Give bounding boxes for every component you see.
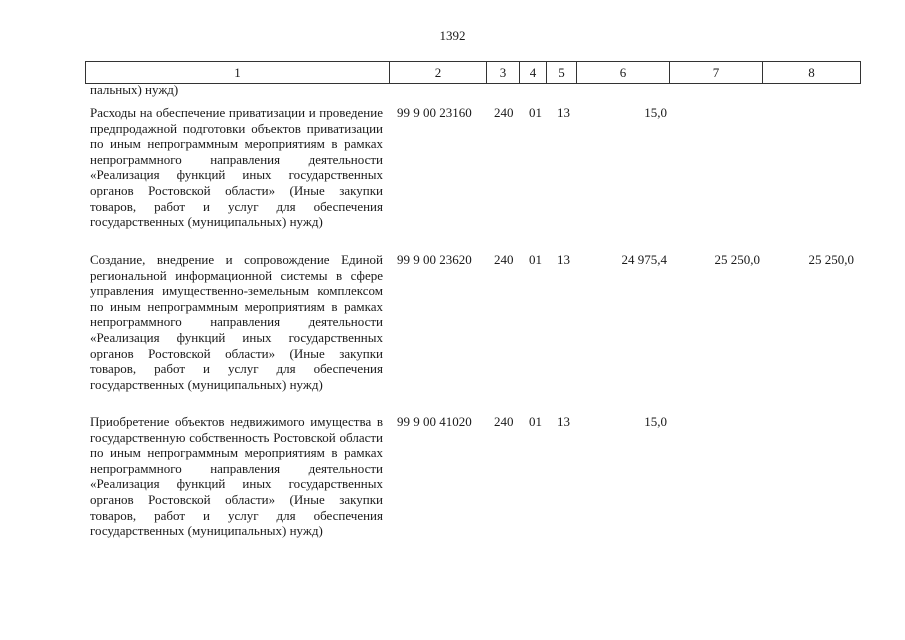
header-col-8: 8	[763, 62, 861, 84]
row-vr: 240	[494, 414, 514, 429]
row-rz: 01	[529, 414, 542, 429]
row-pr: 13	[557, 105, 570, 120]
header-col-7: 7	[670, 62, 763, 84]
row-description: Создание, внедрение и сопровождение Единой региональной информационной системы в сфере управления имущественно-земельным комплексом по иным непрограммным мероприятиям в рамках непрограммного направления деятельности «Реализация функций иных государственных органов Ростовской области» (Иные закупки товаров, работ и услуг для обеспечения государственных (муниципальных) нужд)	[90, 252, 383, 392]
row-pr: 13	[557, 414, 570, 429]
header-col-4: 4	[520, 62, 547, 84]
header-col-6: 6	[577, 62, 670, 84]
row-col7: 25 250,0	[714, 252, 760, 267]
header-col-5: 5	[547, 62, 577, 84]
row-rz: 01	[529, 252, 542, 267]
row-description: Расходы на обеспечение приватизации и проведение предпродажной подготовки объектов приватизации по иным непрограммным мероприятиям в рамках непрограммного направления деятельности «Реализация функций иных государственных органов Ростовской области» (Иные закупки товаров, работ и услуг для обеспечения государственных (муниципальных) нужд)	[90, 105, 383, 230]
row-rz: 01	[529, 105, 542, 120]
continuation-text: пальных) нужд)	[90, 82, 179, 97]
row-code: 99 9 00 23160	[397, 105, 472, 120]
table-header	[85, 61, 861, 84]
header-col-2: 2	[390, 62, 487, 84]
page-number: 1392	[439, 28, 466, 43]
row-col8: 25 250,0	[808, 252, 854, 267]
header-col-3: 3	[487, 62, 520, 84]
row-code: 99 9 00 41020	[397, 414, 472, 429]
row-col6: 15,0	[644, 105, 667, 120]
row-col6: 24 975,4	[621, 252, 667, 267]
row-vr: 240	[494, 252, 514, 267]
row-pr: 13	[557, 252, 570, 267]
row-col6: 15,0	[644, 414, 667, 429]
header-col-1: 1	[86, 62, 390, 84]
row-vr: 240	[494, 105, 514, 120]
row-description: Приобретение объектов недвижимого имущества в государственную собственность Ростовской области по иным непрограммным мероприятиям в рамках непрограммного направления деятельности «Реализация функций иных государственных органов Ростовской области» (Иные закупки товаров, работ и услуг для обеспечения государственных (муниципальных) нужд)	[90, 414, 383, 539]
row-code: 99 9 00 23620	[397, 252, 472, 267]
